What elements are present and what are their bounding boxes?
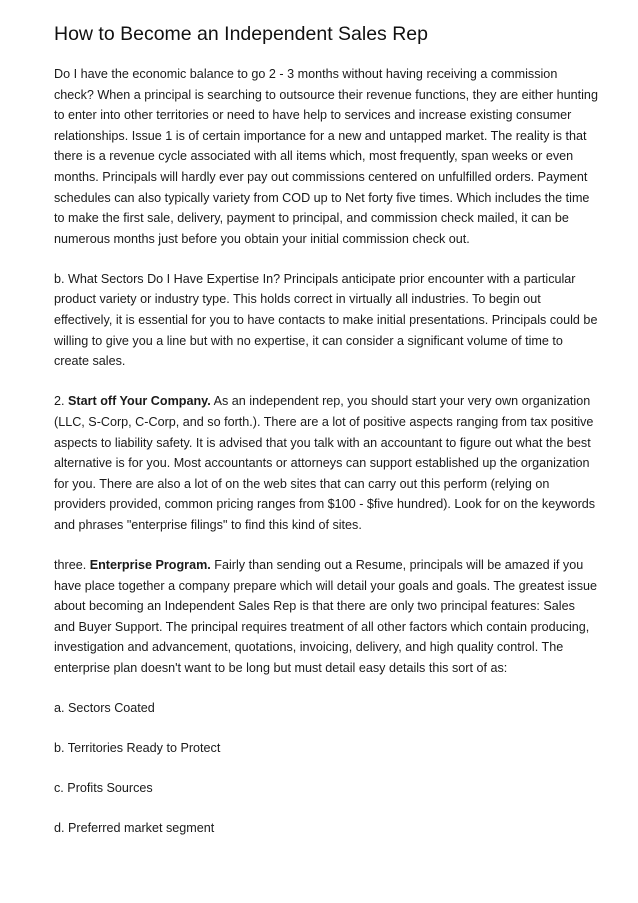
list-item: c. Profits Sources (54, 781, 153, 795)
paragraph-cash-reserves (54, 64, 599, 249)
paragraph-heading: Start off Your Company. (68, 394, 211, 409)
paragraph-number: three. (54, 557, 90, 572)
paragraph-sector-expertise (54, 269, 599, 372)
list-item: d. Preferred market segment (54, 820, 215, 835)
list-item: b. Territories Ready to Protect (54, 741, 221, 756)
paragraph-text: Do I have the economic balance to go 2 - 3 months without having receiving a commission check? When a principal is searching to outsource their revenue functions, they are either hunting to enter into other territories or need to have help to services and increase existing consumer relationships. Issue 1 is of certain importance for a new and untapped market. The reality is that there is a revenue cycle associated with all items which, most frequently, span weeks or even months. Principals will hardly ever pay out commissions centered on unfulfilled orders. Payment schedules can also typically variety from COD up to Net forty five times. Which includes the time to make the first sale, delivery, payment to principal, and commission check mailed, it can be numerous months just before you obtain your initial commission check out. (54, 67, 598, 246)
paragraph-number: 2. (54, 394, 69, 409)
paragraph-heading: Enterprise Program. (89, 557, 211, 572)
paragraph-start-company (54, 391, 599, 535)
document-page (54, 22, 599, 858)
list-item: a. Sectors Coated (54, 701, 155, 716)
paragraph-text: b. What Sectors Do I Have Expertise In? Principals anticipate prior encounter with a particular product variety or industry type. This holds correct in virtually all industries. To begin out effectively, it is essential for you to have contacts to make initial presentations. Principals could be willing to give you a line but with no expertise, it can consider a significant volume of time to create sales. (54, 271, 598, 369)
document-title: How to Become an Independent Sales Rep (54, 23, 428, 45)
paragraph-text: As an independent rep, you should start your very own organization (LLC, S-Corp, C-Corp, and so forth.). There are a lot of positive aspects ranging from tax positive aspects to liability safety. It is advised that you talk with an accountant to figure out what the best alternative is for you. Most accountants or attorneys can support established up the organization for you. There are also a lot of on the web sites that can carry out this perform (relying on providers provided, common pricing ranges from $100 - $five hundred). Look for on the keywords and phrases "enterprise filings" to find this kind of sites. (54, 394, 596, 532)
paragraph-text: Fairly than sending out a Resume, principals will be amazed if you have place together a company prepare which will detail your goals and goals. The greatest issue about becoming an Independent Sales Rep is that there are only two principal features: Sales and Buyer Support. The principal requires treatment of all other factors which contain producing, investigation and advancement, quotations, invoicing, delivery, and high quality control. The enterprise plan doesn't want to be long but must detail easy details this sort of as: (54, 557, 598, 675)
paragraph-business-plan (54, 555, 599, 679)
